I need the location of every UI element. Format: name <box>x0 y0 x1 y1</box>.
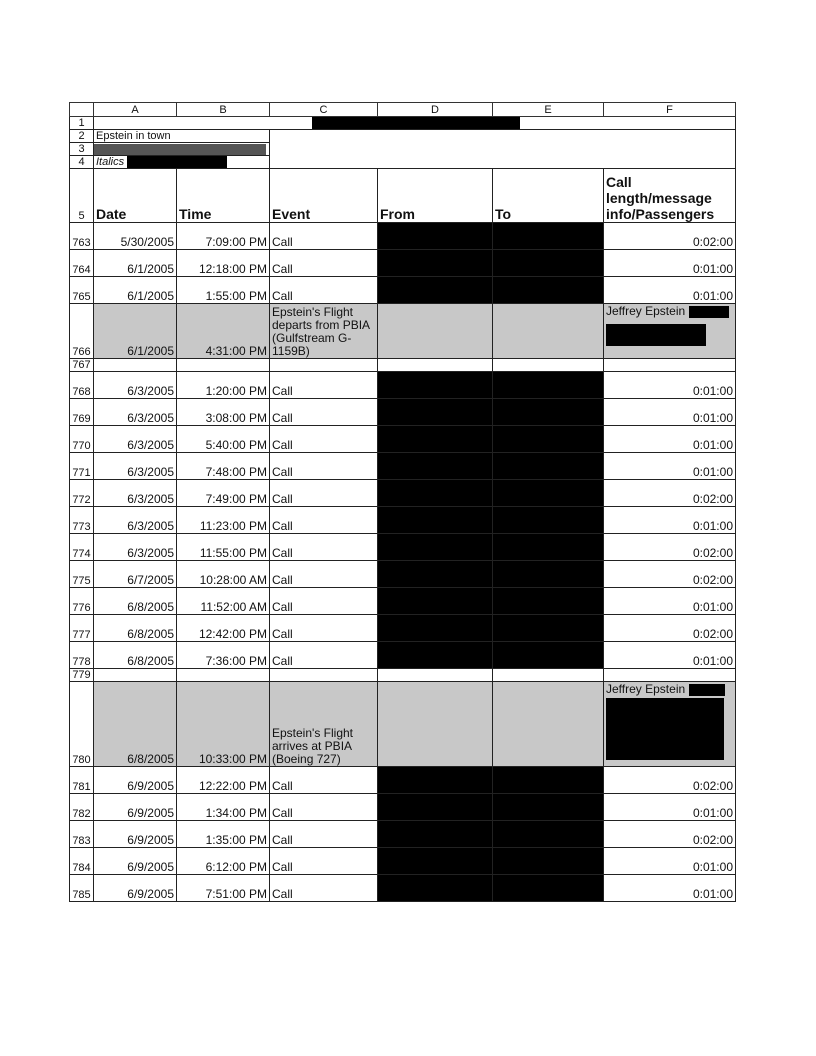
time-cell: 12:18:00 PM <box>177 250 270 277</box>
time-cell: 12:22:00 PM <box>177 767 270 794</box>
call-length-cell: 0:02:00 <box>604 615 736 642</box>
call-length-cell: 0:01:00 <box>604 642 736 669</box>
legend-town: Epstein in town <box>94 130 270 143</box>
row-number: 767 <box>70 359 94 372</box>
row-number: 778 <box>70 642 94 669</box>
from-cell <box>378 682 493 767</box>
table-row <box>70 480 736 507</box>
row-number: 4 <box>70 156 94 169</box>
date-cell: 6/3/2005 <box>94 534 177 561</box>
date-cell: 6/9/2005 <box>94 794 177 821</box>
redaction-block <box>312 117 520 130</box>
redacted-from <box>378 277 493 304</box>
passengers-cell <box>604 682 736 767</box>
empty-cell <box>493 359 604 372</box>
event-cell: Call <box>270 821 378 848</box>
redacted-from <box>378 794 493 821</box>
redacted-to <box>493 794 604 821</box>
header-from: From <box>378 169 493 223</box>
empty-cell <box>270 359 378 372</box>
time-cell: 5:40:00 PM <box>177 426 270 453</box>
redacted-to <box>493 372 604 399</box>
date-cell: 6/3/2005 <box>94 507 177 534</box>
row-number: 770 <box>70 426 94 453</box>
redacted-to <box>493 767 604 794</box>
redacted-from <box>378 588 493 615</box>
legend-italics-label: Italics <box>96 156 125 168</box>
redacted-to <box>493 821 604 848</box>
call-log-table <box>69 102 736 902</box>
empty-cell <box>177 669 270 682</box>
redacted-to <box>493 642 604 669</box>
table-row <box>70 399 736 426</box>
time-cell: 1:20:00 PM <box>177 372 270 399</box>
row-number: 773 <box>70 507 94 534</box>
redacted-to <box>493 561 604 588</box>
sheet-row-1 <box>70 117 736 130</box>
redacted-from <box>378 875 493 902</box>
redacted-from <box>378 453 493 480</box>
date-cell: 6/3/2005 <box>94 480 177 507</box>
row-number: 781 <box>70 767 94 794</box>
redacted-from <box>378 821 493 848</box>
row-number: 782 <box>70 794 94 821</box>
redacted-to <box>493 277 604 304</box>
row-number: 771 <box>70 453 94 480</box>
call-length-cell: 0:02:00 <box>604 767 736 794</box>
row-number: 784 <box>70 848 94 875</box>
call-length-cell: 0:02:00 <box>604 223 736 250</box>
time-cell: 3:08:00 PM <box>177 399 270 426</box>
redacted-to <box>493 453 604 480</box>
row-number: 764 <box>70 250 94 277</box>
redacted-to <box>493 507 604 534</box>
empty-cell <box>604 359 736 372</box>
event-cell: Call <box>270 767 378 794</box>
redacted-to <box>493 534 604 561</box>
flight-row <box>70 304 736 359</box>
event-cell: Call <box>270 642 378 669</box>
empty-cell <box>493 669 604 682</box>
table-row <box>70 561 736 588</box>
row-number: 768 <box>70 372 94 399</box>
column-header-e: E <box>493 103 604 117</box>
time-cell: 10:33:00 PM <box>177 682 270 767</box>
column-header-row <box>70 103 736 117</box>
table-row <box>70 588 736 615</box>
header-time: Time <box>177 169 270 223</box>
call-length-cell: 0:02:00 <box>604 821 736 848</box>
empty-cell <box>378 669 493 682</box>
date-cell: 6/9/2005 <box>94 767 177 794</box>
row-number: 765 <box>70 277 94 304</box>
legend-italics <box>94 156 270 169</box>
table-row <box>70 615 736 642</box>
row-number: 780 <box>70 682 94 767</box>
table-row <box>70 821 736 848</box>
time-cell: 1:34:00 PM <box>177 794 270 821</box>
column-header-a: A <box>94 103 177 117</box>
date-cell: 6/7/2005 <box>94 561 177 588</box>
table-row <box>70 250 736 277</box>
title-cell <box>94 117 736 130</box>
time-cell: 4:31:00 PM <box>177 304 270 359</box>
call-length-cell: 0:01:00 <box>604 399 736 426</box>
from-cell <box>378 304 493 359</box>
header-event: Event <box>270 169 378 223</box>
row-number: 766 <box>70 304 94 359</box>
event-cell: Call <box>270 250 378 277</box>
time-cell: 7:49:00 PM <box>177 480 270 507</box>
header-call-length: Call length/message info/Passengers <box>604 169 736 223</box>
redacted-from <box>378 480 493 507</box>
empty-cell <box>94 669 177 682</box>
call-length-cell: 0:01:00 <box>604 507 736 534</box>
call-length-cell: 0:02:00 <box>604 480 736 507</box>
redacted-from <box>378 372 493 399</box>
call-length-cell: 0:01:00 <box>604 426 736 453</box>
redacted-from <box>378 223 493 250</box>
redacted-from <box>378 848 493 875</box>
empty-cell <box>378 359 493 372</box>
date-cell: 6/1/2005 <box>94 304 177 359</box>
date-cell: 6/3/2005 <box>94 426 177 453</box>
call-length-cell: 0:01:00 <box>604 588 736 615</box>
redaction-block <box>94 144 266 155</box>
table-row <box>70 848 736 875</box>
row-number: 772 <box>70 480 94 507</box>
date-cell: 6/8/2005 <box>94 642 177 669</box>
spreadsheet <box>69 102 735 902</box>
call-length-cell: 0:02:00 <box>604 561 736 588</box>
time-cell: 7:36:00 PM <box>177 642 270 669</box>
date-cell: 6/3/2005 <box>94 399 177 426</box>
passenger-name: Jeffrey Epstein <box>606 304 686 319</box>
row-number: 774 <box>70 534 94 561</box>
call-length-cell: 0:01:00 <box>604 453 736 480</box>
time-cell: 1:35:00 PM <box>177 821 270 848</box>
date-cell: 6/8/2005 <box>94 682 177 767</box>
redacted-from <box>378 507 493 534</box>
date-cell: 6/1/2005 <box>94 250 177 277</box>
event-cell: Call <box>270 426 378 453</box>
row-number: 783 <box>70 821 94 848</box>
time-cell: 7:51:00 PM <box>177 875 270 902</box>
redaction-block <box>689 684 725 696</box>
redacted-to <box>493 588 604 615</box>
event-cell: Epstein's Flight arrives at PBIA (Boeing 727) <box>270 682 378 767</box>
date-cell: 5/30/2005 <box>94 223 177 250</box>
table-row <box>70 426 736 453</box>
table-row <box>70 794 736 821</box>
time-cell: 1:55:00 PM <box>177 277 270 304</box>
call-length-cell: 0:01:00 <box>604 875 736 902</box>
event-cell: Call <box>270 453 378 480</box>
call-length-cell: 0:01:00 <box>604 372 736 399</box>
time-cell: 11:52:00 AM <box>177 588 270 615</box>
empty-cell <box>604 669 736 682</box>
event-cell: Epstein's Flight departs from PBIA (Gulfstream G-1159B) <box>270 304 378 359</box>
call-length-cell: 0:01:00 <box>604 250 736 277</box>
legend-blank <box>270 130 736 169</box>
corner-cell <box>70 103 94 117</box>
redacted-from <box>378 767 493 794</box>
row-number: 775 <box>70 561 94 588</box>
row-number: 785 <box>70 875 94 902</box>
date-cell: 6/3/2005 <box>94 372 177 399</box>
column-header-c: C <box>270 103 378 117</box>
column-header-b: B <box>177 103 270 117</box>
table-row <box>70 223 736 250</box>
redacted-from <box>378 534 493 561</box>
column-header-d: D <box>378 103 493 117</box>
empty-cell <box>270 669 378 682</box>
redacted-to <box>493 223 604 250</box>
passengers-cell <box>604 304 736 359</box>
date-cell: 6/9/2005 <box>94 848 177 875</box>
redacted-to <box>493 426 604 453</box>
redacted-from <box>378 615 493 642</box>
row-number: 3 <box>70 143 94 156</box>
header-row <box>70 169 736 223</box>
time-cell: 6:12:00 PM <box>177 848 270 875</box>
header-to: To <box>493 169 604 223</box>
table-row <box>70 767 736 794</box>
redacted-to <box>493 399 604 426</box>
event-cell: Call <box>270 534 378 561</box>
event-cell: Call <box>270 875 378 902</box>
redacted-to <box>493 848 604 875</box>
table-row <box>70 507 736 534</box>
time-cell: 11:23:00 PM <box>177 507 270 534</box>
row-number: 769 <box>70 399 94 426</box>
redaction-block <box>606 698 724 760</box>
row-number: 1 <box>70 117 94 130</box>
date-cell: 6/9/2005 <box>94 821 177 848</box>
event-cell: Call <box>270 399 378 426</box>
date-cell: 6/3/2005 <box>94 453 177 480</box>
to-cell <box>493 304 604 359</box>
event-cell: Call <box>270 480 378 507</box>
row-number: 776 <box>70 588 94 615</box>
event-cell: Call <box>270 588 378 615</box>
row-number: 5 <box>70 169 94 223</box>
call-length-cell: 0:01:00 <box>604 794 736 821</box>
table-row <box>70 534 736 561</box>
empty-cell <box>177 359 270 372</box>
table-row <box>70 875 736 902</box>
passenger-name: Jeffrey Epstein <box>606 682 686 697</box>
to-cell <box>493 682 604 767</box>
table-row <box>70 372 736 399</box>
redaction-block <box>127 156 227 168</box>
redacted-from <box>378 250 493 277</box>
row-number: 2 <box>70 130 94 143</box>
column-header-f: F <box>604 103 736 117</box>
redacted-to <box>493 615 604 642</box>
empty-cell <box>94 359 177 372</box>
redacted-from <box>378 426 493 453</box>
legend-redacted <box>94 143 270 156</box>
table-row-empty <box>70 669 736 682</box>
row-number: 779 <box>70 669 94 682</box>
row-number: 763 <box>70 223 94 250</box>
event-cell: Call <box>270 561 378 588</box>
event-cell: Call <box>270 794 378 821</box>
redacted-from <box>378 561 493 588</box>
redacted-to <box>493 480 604 507</box>
call-length-cell: 0:01:00 <box>604 848 736 875</box>
event-cell: Call <box>270 615 378 642</box>
row-number: 777 <box>70 615 94 642</box>
time-cell: 12:42:00 PM <box>177 615 270 642</box>
redacted-to <box>493 875 604 902</box>
redaction-block <box>689 306 729 318</box>
redacted-from <box>378 642 493 669</box>
table-row <box>70 642 736 669</box>
table-row <box>70 453 736 480</box>
time-cell: 7:09:00 PM <box>177 223 270 250</box>
event-cell: Call <box>270 848 378 875</box>
call-length-cell: 0:01:00 <box>604 277 736 304</box>
redaction-block <box>606 324 706 346</box>
event-cell: Call <box>270 277 378 304</box>
sheet-row-2 <box>70 130 736 143</box>
date-cell: 6/9/2005 <box>94 875 177 902</box>
event-cell: Call <box>270 223 378 250</box>
time-cell: 11:55:00 PM <box>177 534 270 561</box>
date-cell: 6/1/2005 <box>94 277 177 304</box>
table-row-empty <box>70 359 736 372</box>
date-cell: 6/8/2005 <box>94 588 177 615</box>
flight-row <box>70 682 736 767</box>
call-length-cell: 0:02:00 <box>604 534 736 561</box>
redacted-from <box>378 399 493 426</box>
date-cell: 6/8/2005 <box>94 615 177 642</box>
event-cell: Call <box>270 507 378 534</box>
redacted-to <box>493 250 604 277</box>
event-cell: Call <box>270 372 378 399</box>
time-cell: 10:28:00 AM <box>177 561 270 588</box>
table-row <box>70 277 736 304</box>
header-date: Date <box>94 169 177 223</box>
time-cell: 7:48:00 PM <box>177 453 270 480</box>
